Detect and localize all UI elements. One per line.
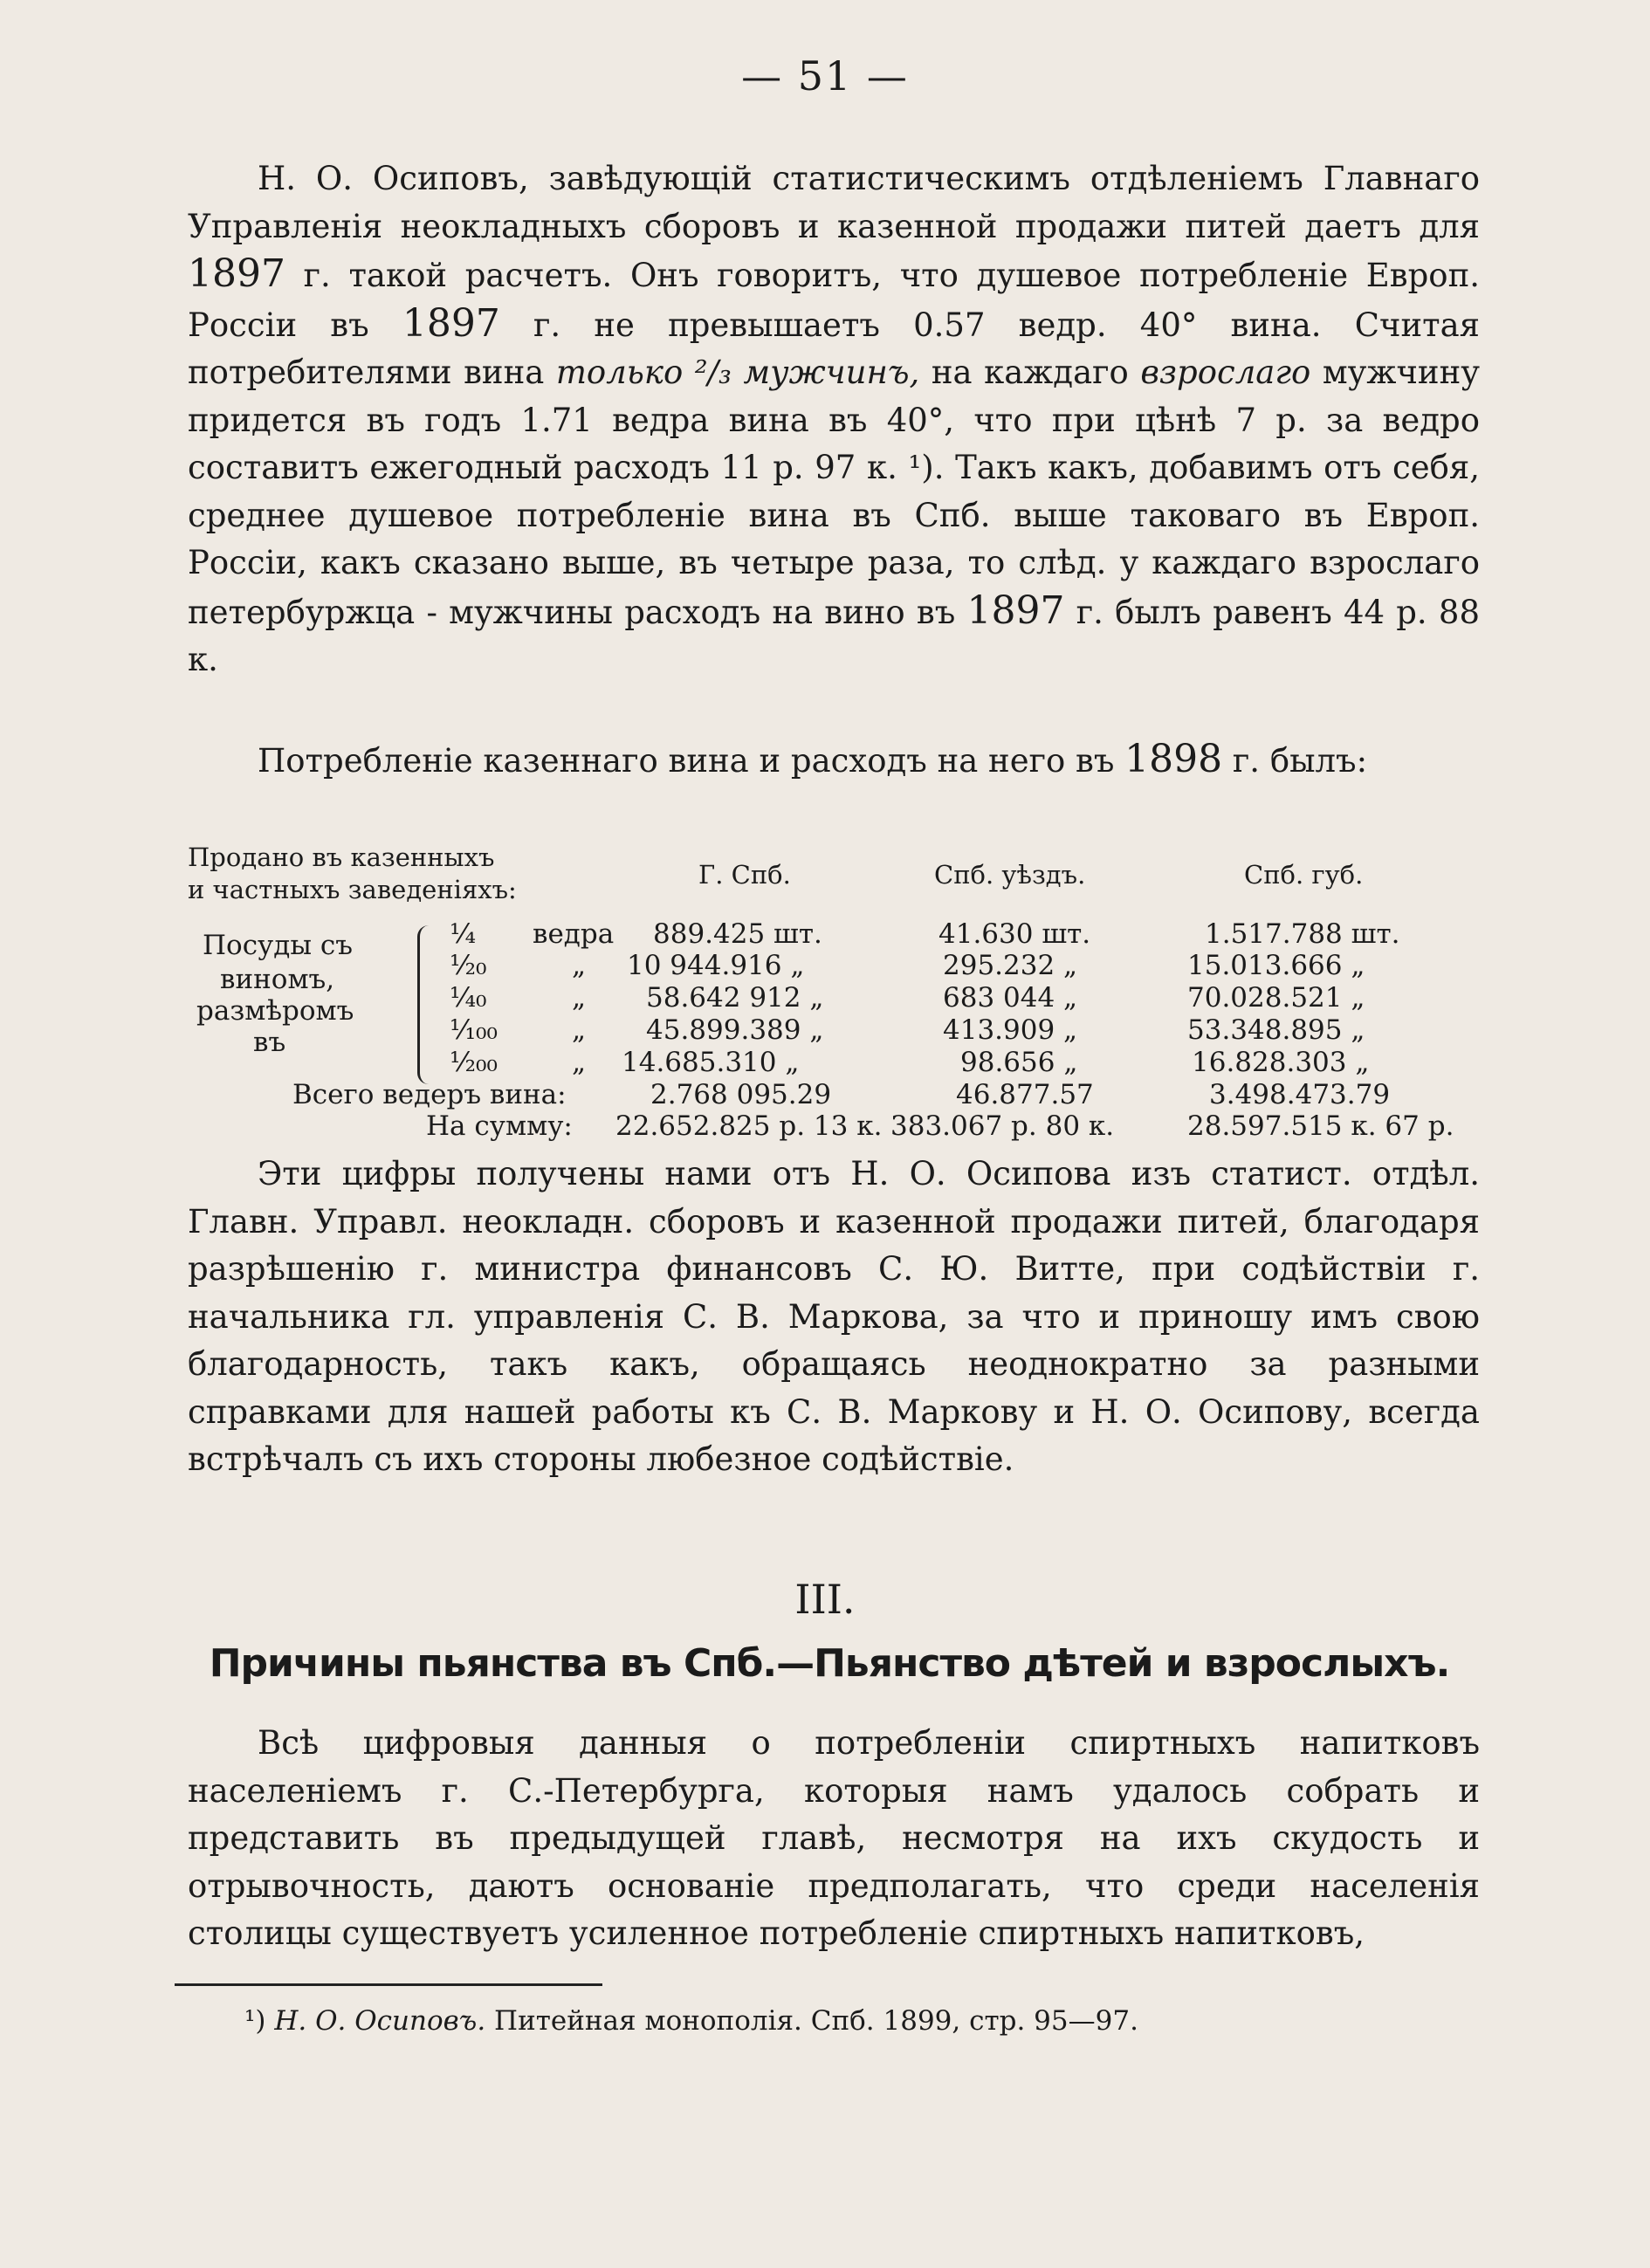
table-cell: 295.232 „ [943,950,1078,981]
table-unit: „ [572,1014,587,1046]
table-header-left-2: и частныхъ заведеніяхъ: [188,875,517,904]
row-label-1: Посуды съ [203,930,353,961]
table-cell: 14.685.310 „ [622,1047,800,1078]
table-cell: 10 944.916 „ [627,950,805,981]
table-cell: 16.828.303 „ [1192,1047,1370,1078]
sum-city: 22.652.825 р. 13 к. [615,1110,883,1142]
table-cell: 53.348.895 „ [1187,1014,1365,1046]
section-title: Причины пьянства въ Спб.—Пьянство дѣтей и взрослыхъ. [209,1641,1450,1686]
table-cell: 98.656 „ [960,1047,1078,1078]
sum-label: На сумму: [426,1110,573,1142]
table-header-left-1: Продано въ казенныхъ [188,842,495,872]
paragraph-consumption-intro: Потребленіе казеннаго вина и расходъ на него въ 1898 г. былъ: [258,737,1368,781]
paragraph-acknowledgement: Эти цифры получены нами отъ Н. О. Осипова изъ статист. отдѣл. Главн. Управл. неокладн. сборовъ и казенной продажи питей, благодаря разрѣшенію г. министра финансовъ С. Ю. Витте, при содѣйствіи г. начальника гл. управленія С. В. Маркова, за что и приношу имъ свою благодарность, такъ какъ, обращаясь неоднократно за разными справками для нашей работы къ С. В. Маркову и Н. О. Осипову, всегда встрѣчалъ съ ихъ стороны любезное содѣйствіе. [188,1155,1480,1478]
section-number: III. [794,1576,856,1623]
footnote-rule [175,1983,602,1986]
table-size: ¹⁄₂₀ [450,950,487,981]
table-col-city: Г. Спб. [698,860,791,890]
table-unit: ведра [533,918,615,950]
total-guberniya: 3.498.473.79 [1209,1079,1391,1110]
table-col-guberniya: Спб. губ. [1244,860,1364,890]
table-cell: 70.028.521 „ [1187,982,1365,1014]
footnote: ¹) Н. О. Осиповъ. Питейная монополія. Спб. 1899, стр. 95—97. [244,2005,1138,2037]
table-size: ¹⁄₄₀ [450,982,487,1014]
row-label-3: размѣромъ [196,995,354,1027]
table-cell: 41.630 шт. [938,918,1091,950]
table-col-uyezd: Спб. уѣздъ. [934,860,1086,890]
paragraph-osipov-calculation: Н. О. Осиповъ, завѣдующій статистическимъ отдѣленіемъ Главнаго Управленія неокладныхъ сборовъ и казенной продажи питей даетъ для 1897 г. такой расчетъ. Онъ говоритъ, что душевое потребленіе Европ. Россіи въ 1897 г. не превышаетъ 0.57 ведр. 40° вина. Считая потребителями вина только ²/₃ мужчинъ, на каждаго взрослаго мужчину придется въ годъ 1.71 ведра вина въ 40°, что при цѣнѣ 7 р. за ведро составитъ ежегодный расходъ 11 р. 97 к. ¹). Такъ какъ, добавимъ отъ себя, среднее душевое потребленіе вина въ Спб. выше таковаго въ Европ. Россіи, какъ сказано выше, въ четыре раза, то слѣд. у каждаго взрослаго петербуржца - мужчины расходъ на вино въ 1897 г. былъ равенъ 44 р. 88 к. [188,160,1481,678]
brace [417,925,429,1084]
row-label-4: въ [253,1027,286,1058]
table-cell: 889.425 шт. [653,918,822,950]
paragraph-causes: Всѣ цифровыя данныя о потребленіи спиртныхъ напитковъ населеніемъ г. С.-Петербурга, которыя намъ удалось собрать и представить въ предыдущей главѣ, несмотря на ихъ скудость и отрывочность, даютъ основаніе предполагать, что среди населенія столицы существуетъ усиленное потребленіе спиртныхъ напитковъ, [188,1724,1480,1952]
total-label: Всего ведеръ вина: [292,1079,567,1110]
sum-uyezd: 383.067 р. 80 к. [890,1110,1115,1142]
table-cell: 45.899.389 „ [646,1014,824,1046]
table-size: ¹⁄₂₀₀ [450,1047,498,1078]
table-size: ¹⁄₁₀₀ [450,1014,498,1046]
total-uyezd: 46.877.57 [956,1079,1094,1110]
total-city: 2.768 095.29 [650,1079,832,1110]
table-cell: 15.013.666 „ [1187,950,1365,981]
table-cell: 58.642 912 „ [646,982,824,1014]
table-cell: 683 044 „ [943,982,1078,1014]
table-size: ¼ [450,918,477,950]
table-cell: 413.909 „ [943,1014,1078,1046]
table-cell: 1.517.788 шт. [1205,918,1400,950]
page-number: — 51 — [741,52,909,100]
table-unit: „ [572,982,587,1014]
table-unit: „ [572,950,587,981]
table-unit: „ [572,1047,587,1078]
sum-guberniya: 28.597.515 к. 67 р. [1187,1110,1454,1142]
row-label-2: виномъ, [220,964,335,995]
